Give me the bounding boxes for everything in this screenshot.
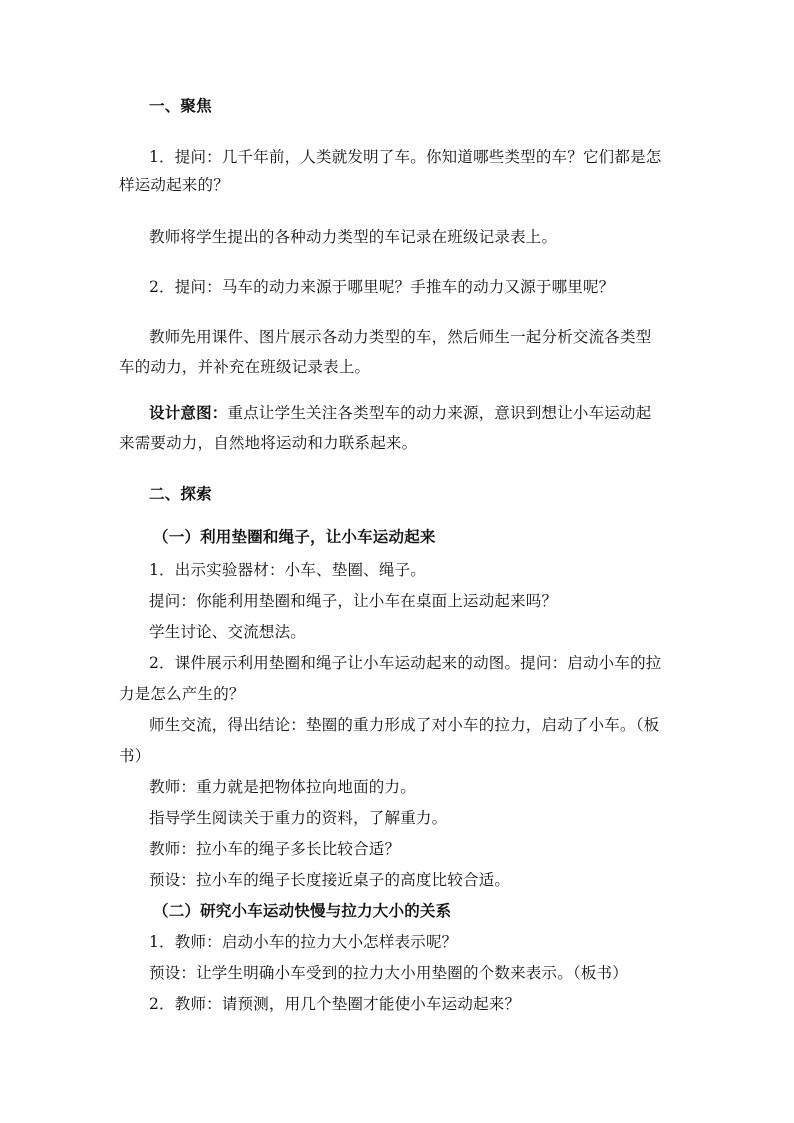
subheading-1: （一）利用垫圈和绳子，让小车运动起来 — [153, 527, 436, 546]
paragraph-line: 预设：让学生明确小车受到的拉力大小用垫圈的个数来表示。（板书） — [149, 964, 628, 982]
design-intent-line — [149, 403, 651, 423]
heading-explore: 二、探索 — [149, 484, 212, 503]
paragraph-line: 2．课件展示利用垫圈和绳子让小车运动起来的动图。提问：启动小车的拉 — [149, 654, 662, 672]
paragraph-line: 2．提问：马车的动力来源于哪里呢？手推车的动力又源于哪里呢？ — [149, 278, 615, 296]
paragraph-line: 车的动力，并补充在班级记录表上。 — [119, 358, 371, 376]
paragraph-line: 教师：重力就是把物体拉向地面的力。 — [149, 778, 416, 796]
paragraph-line: 提问：你能利用垫圈和绳子，让小车在桌面上运动起来吗？ — [149, 592, 558, 610]
paragraph-line: 1．教师：启动小车的拉力大小怎样表示呢？ — [149, 933, 458, 951]
design-intent-text: 重点让学生关注各类型车的动力来源，意识到想让小车运动起 — [227, 404, 652, 422]
paragraph-line: 2．教师：请预测，用几个垫圈才能使小车运动起来？ — [149, 995, 521, 1013]
paragraph-line: 指导学生阅读关于重力的资料，了解重力。 — [149, 809, 448, 827]
design-intent-label: 设计意图： — [149, 403, 228, 422]
paragraph-line: 来需要动力，自然地将运动和力联系起来。 — [119, 434, 418, 452]
paragraph-line: 教师将学生提出的各种动力类型的车记录在班级记录表上。 — [149, 228, 558, 246]
paragraph-line: 学生讨论、交流想法。 — [149, 623, 307, 641]
subheading-2: （二）研究小车运动快慢与拉力大小的关系 — [153, 901, 452, 920]
paragraph-line: 师生交流，得出结论：垫圈的重力形成了对小车的拉力，启动了小车。（板 — [149, 716, 660, 734]
heading-focus: 一、聚焦 — [149, 96, 212, 115]
paragraph-line: 样运动起来的？ — [119, 176, 229, 194]
paragraph-line: 教师：拉小车的绳子多长比较合适？ — [149, 840, 401, 858]
paragraph-line: 预设：拉小车的绳子长度接近桌子的高度比较合适。 — [149, 871, 511, 889]
paragraph-line: 1．提问：几千年前，人类就发明了车。你知道哪些类型的车？它们都是怎 — [149, 148, 662, 166]
paragraph-line: 教师先用课件、图片展示各动力类型的车，然后师生一起分析交流各类型 — [149, 328, 652, 346]
paragraph-line: 1．出示实验器材：小车、垫圈、绳子。 — [149, 561, 426, 579]
paragraph-line: 力是怎么产生的？ — [119, 685, 245, 703]
paragraph-line: 书） — [119, 747, 151, 765]
